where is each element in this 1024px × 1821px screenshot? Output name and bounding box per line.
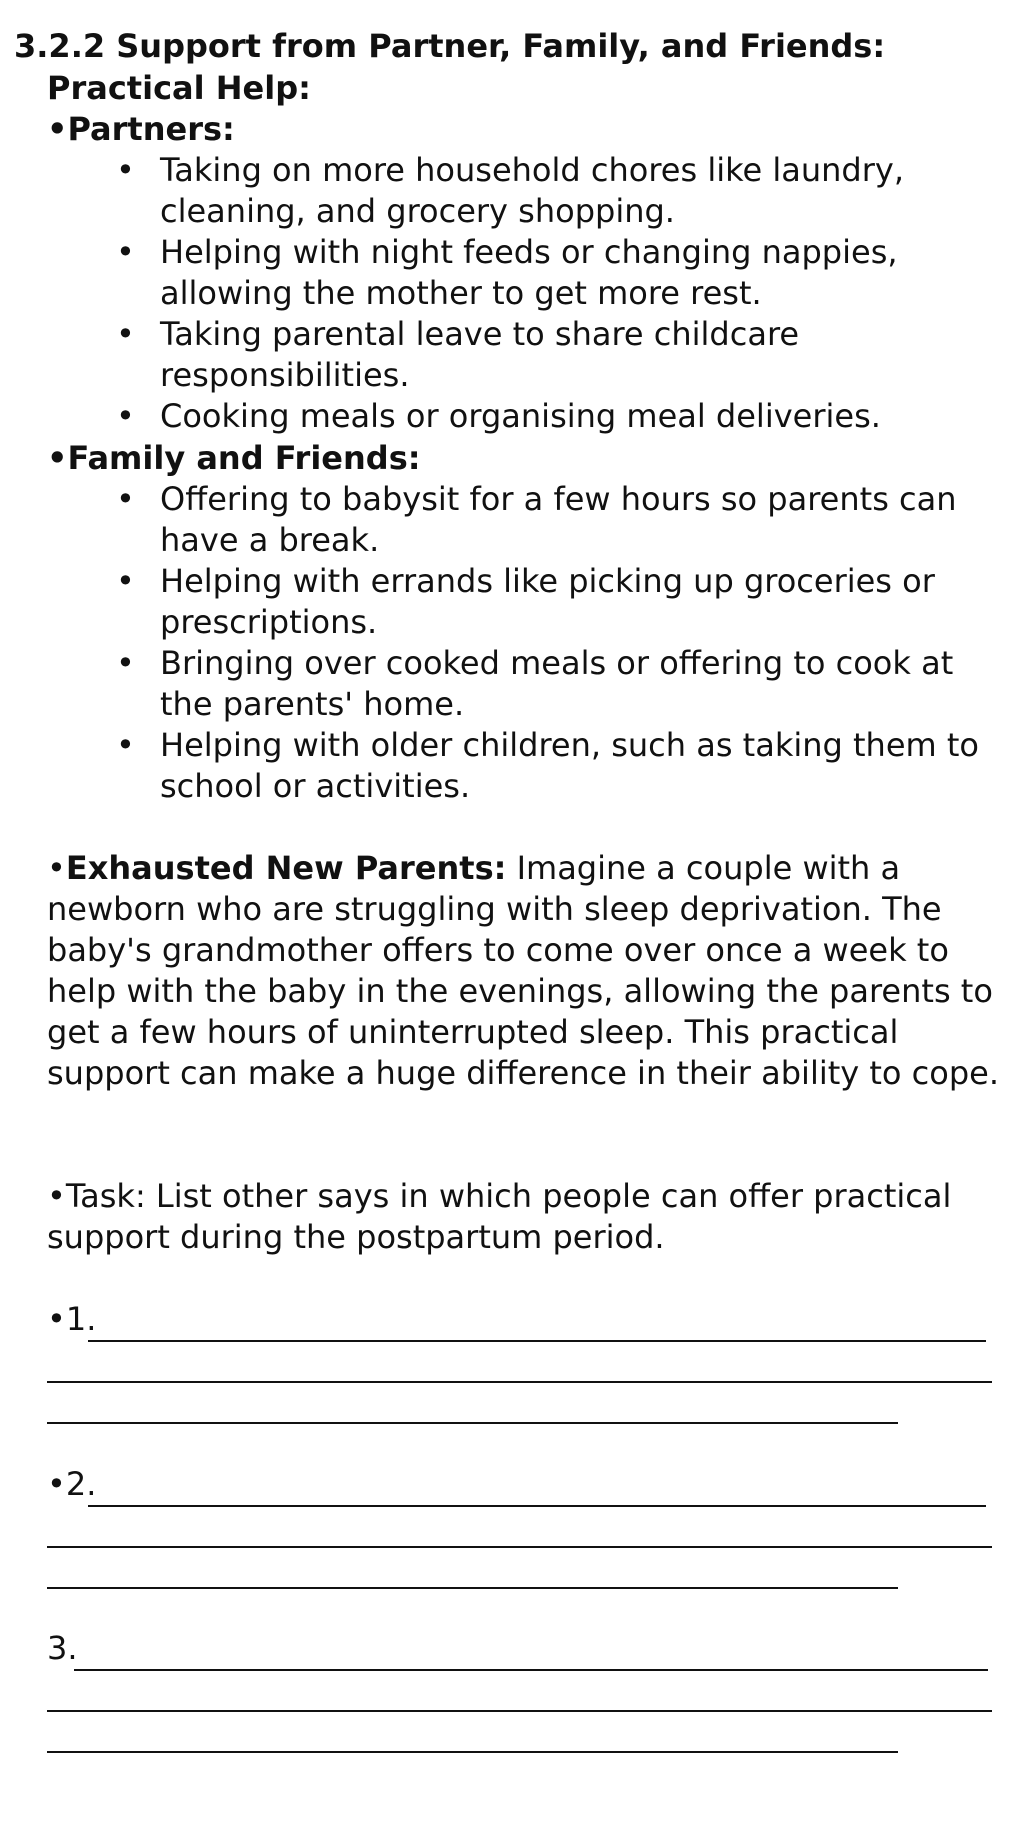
partners-list [110, 150, 1010, 437]
answer-1-line-1[interactable] [88, 1340, 986, 1342]
example-bullet: • [47, 849, 66, 887]
bullet-icon: • [116, 562, 135, 600]
family-friends-list [110, 479, 1010, 807]
example-text: Imagine a couple with a newborn who are struggling with sleep deprivation. The baby's grandmother offers to come over once a week to help with the baby in the evenings, allowing the parents to get a few hours of uninterrupted sleep. This practical support can make a huge difference in their ability to cope. [47, 849, 1000, 1092]
list-item: • Bringing over cooked meals or offering to cook at the parents' home. [116, 644, 954, 723]
answer-3-line-3[interactable] [47, 1751, 898, 1753]
list-item: • Cooking meals or organising meal deliveries. [116, 397, 881, 435]
answer-3-line-2[interactable] [47, 1710, 992, 1712]
bullet-icon: • [116, 397, 135, 435]
list-item: • Offering to babysit for a few hours so parents can have a break. [116, 480, 957, 559]
partners-label: •Partners: [47, 110, 235, 148]
bullet-icon: • [116, 233, 135, 271]
bullet-icon: • [116, 644, 135, 682]
bullet-icon: • [116, 315, 135, 353]
bullet-icon: • [116, 151, 135, 189]
practical-help-subheading: Practical Help: [47, 69, 311, 107]
answer-1-line-3[interactable] [47, 1422, 898, 1424]
list-item: • Taking on more household chores like laundry, cleaning, and grocery shopping. [116, 151, 904, 230]
bullet-icon: • [116, 480, 135, 518]
family-friends-label: •Family and Friends: [47, 439, 421, 477]
answer-3-line-1[interactable] [74, 1669, 988, 1671]
answer-label-2: •2. [47, 1465, 97, 1503]
answer-2-line-2[interactable] [47, 1546, 992, 1548]
list-item: • Helping with errands like picking up groceries or prescriptions. [116, 562, 935, 641]
example-paragraph [47, 848, 1007, 1094]
answer-1-line-2[interactable] [47, 1381, 992, 1383]
answer-2-line-3[interactable] [47, 1587, 898, 1589]
task-paragraph: •Task: List other says in which people can offer practical support during the postpartum period. [47, 1177, 952, 1256]
bullet-icon: • [116, 726, 135, 764]
example-lead: Exhausted New Parents: [65, 849, 507, 887]
list-item: • Helping with night feeds or changing nappies, allowing the mother to get more rest. [116, 233, 898, 312]
list-item: • Helping with older children, such as taking them to school or activities. [116, 726, 979, 805]
section-heading: 3.2.2 Support from Partner, Family, and Friends: [14, 27, 886, 65]
list-item: • Taking parental leave to share childcare responsibilities. [116, 315, 800, 394]
answer-2-line-1[interactable] [88, 1505, 986, 1507]
answer-label-1: •1. [47, 1300, 97, 1338]
answer-label-3: 3. [47, 1629, 78, 1667]
